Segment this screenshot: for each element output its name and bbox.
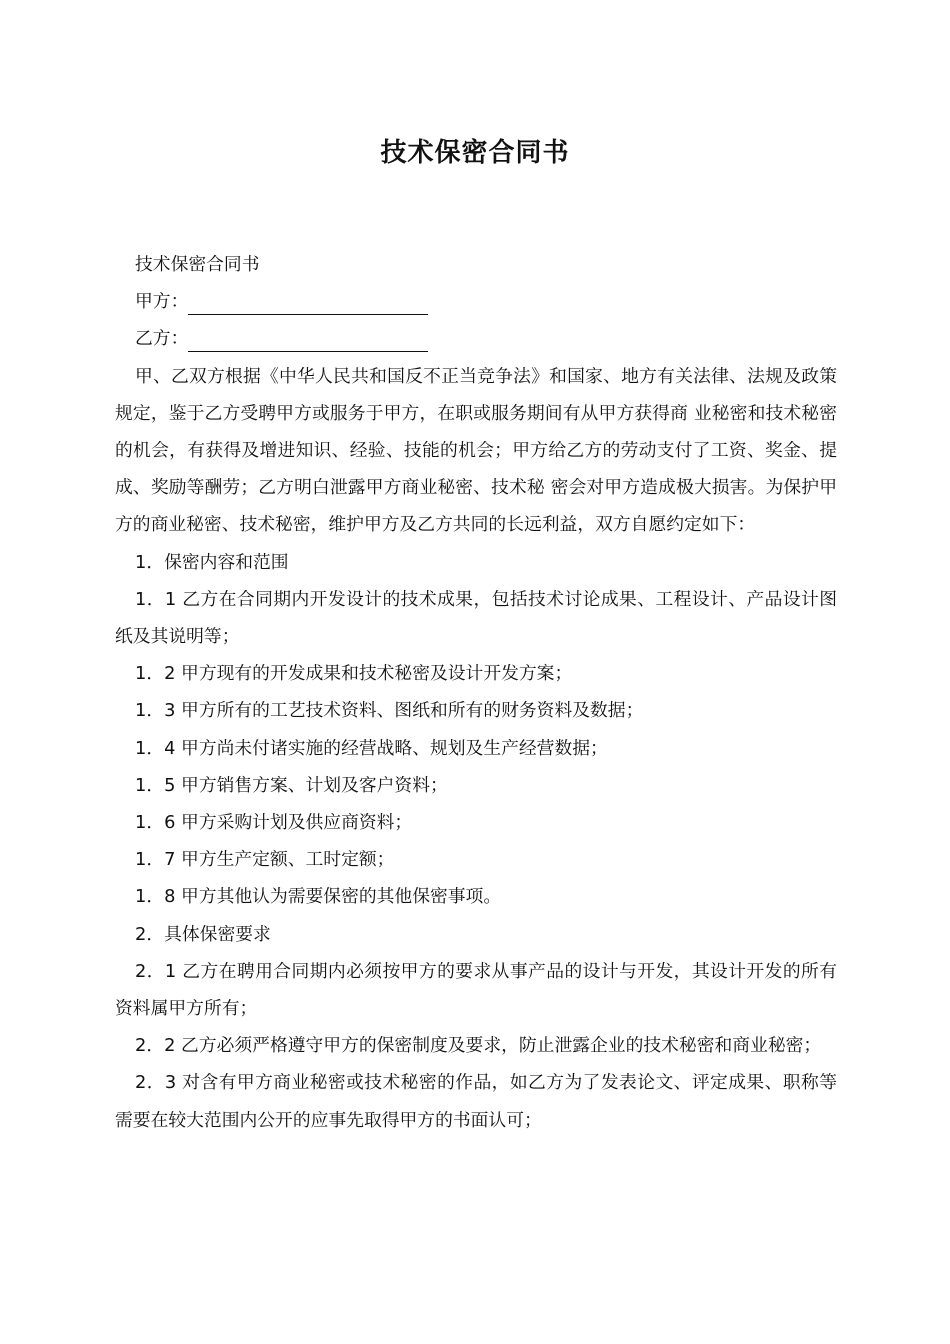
- clause-1-4: 1．4 甲方尚未付诸实施的经营战略、规划及生产经营数据；: [135, 737, 608, 759]
- party-a-blank: [188, 290, 428, 315]
- party-a-line: [115, 283, 837, 320]
- clause-1-5: 1．5 甲方销售方案、计划及客户资料；: [135, 774, 448, 796]
- clause-1-2: 1．2 甲方现有的开发成果和技术秘密及设计开发方案；: [135, 663, 573, 685]
- clause-1-8: 1．8 甲方其他认为需要保密的其他保密事项。: [135, 886, 502, 908]
- party-b-line: [115, 320, 837, 357]
- party-a-label: 甲方：: [135, 291, 189, 313]
- paragraph-subtitle: 技术保密合同书: [135, 254, 260, 275]
- party-b-blank: [188, 327, 428, 352]
- clause-1-1: 1．1 乙方在合同期内开发设计的技术成果，包括技术讨论成果、工程设计、产品设计图纸及其说明等；: [115, 588, 837, 648]
- section-2-heading: 2．具体保密要求: [135, 923, 271, 945]
- clause-1-3: 1．3 甲方所有的工艺技术资料、图纸和所有的财务资料及数据；: [135, 700, 644, 722]
- document-body: [115, 246, 837, 1139]
- clause-2-3: 2．3 对含有甲方商业秘密或技术秘密的作品，如乙方为了发表论文、评定成果、职称等需要在较大范围内公开的应事先取得甲方的书面认可；: [115, 1072, 837, 1131]
- section-1-heading: 1．保密内容和范围: [135, 551, 289, 573]
- document-title: 技术保密合同书: [380, 138, 570, 168]
- clause-1-6: 1．6 甲方采购计划及供应商资料；: [135, 812, 413, 834]
- paragraph-preamble: 甲、乙双方根据《中华人民共和国反不正当竞争法》和国家、地方有关法律、法规及政策规定，鉴于乙方受聘甲方或服务于甲方，在职或服务期间有从甲方获得商 业秘密和技术秘密的机会，有获得及增进知识、经验、技能的机会；甲方给乙方的劳动支付了工资、奖金、提成、奖励等酬劳；乙方明白泄露甲方商业秘密、技术秘 密会对甲方造成极大损害。为保护甲方的商业秘密、技术秘密，维护甲方及乙方共同的长远利益，双方自愿约定如下：: [115, 365, 837, 536]
- party-b-label: 乙方：: [135, 328, 189, 350]
- clause-2-1: 2．1 乙方在聘用合同期内必须按甲方的要求从事产品的设计与开发，其设计开发的所有资料属甲方所有；: [115, 960, 837, 1020]
- clause-2-2: 2．2 乙方必须严格遵守甲方的保密制度及要求，防止泄露企业的技术秘密和商业秘密；: [135, 1035, 822, 1057]
- clause-1-7: 1．7 甲方生产定额、工时定额；: [135, 849, 395, 871]
